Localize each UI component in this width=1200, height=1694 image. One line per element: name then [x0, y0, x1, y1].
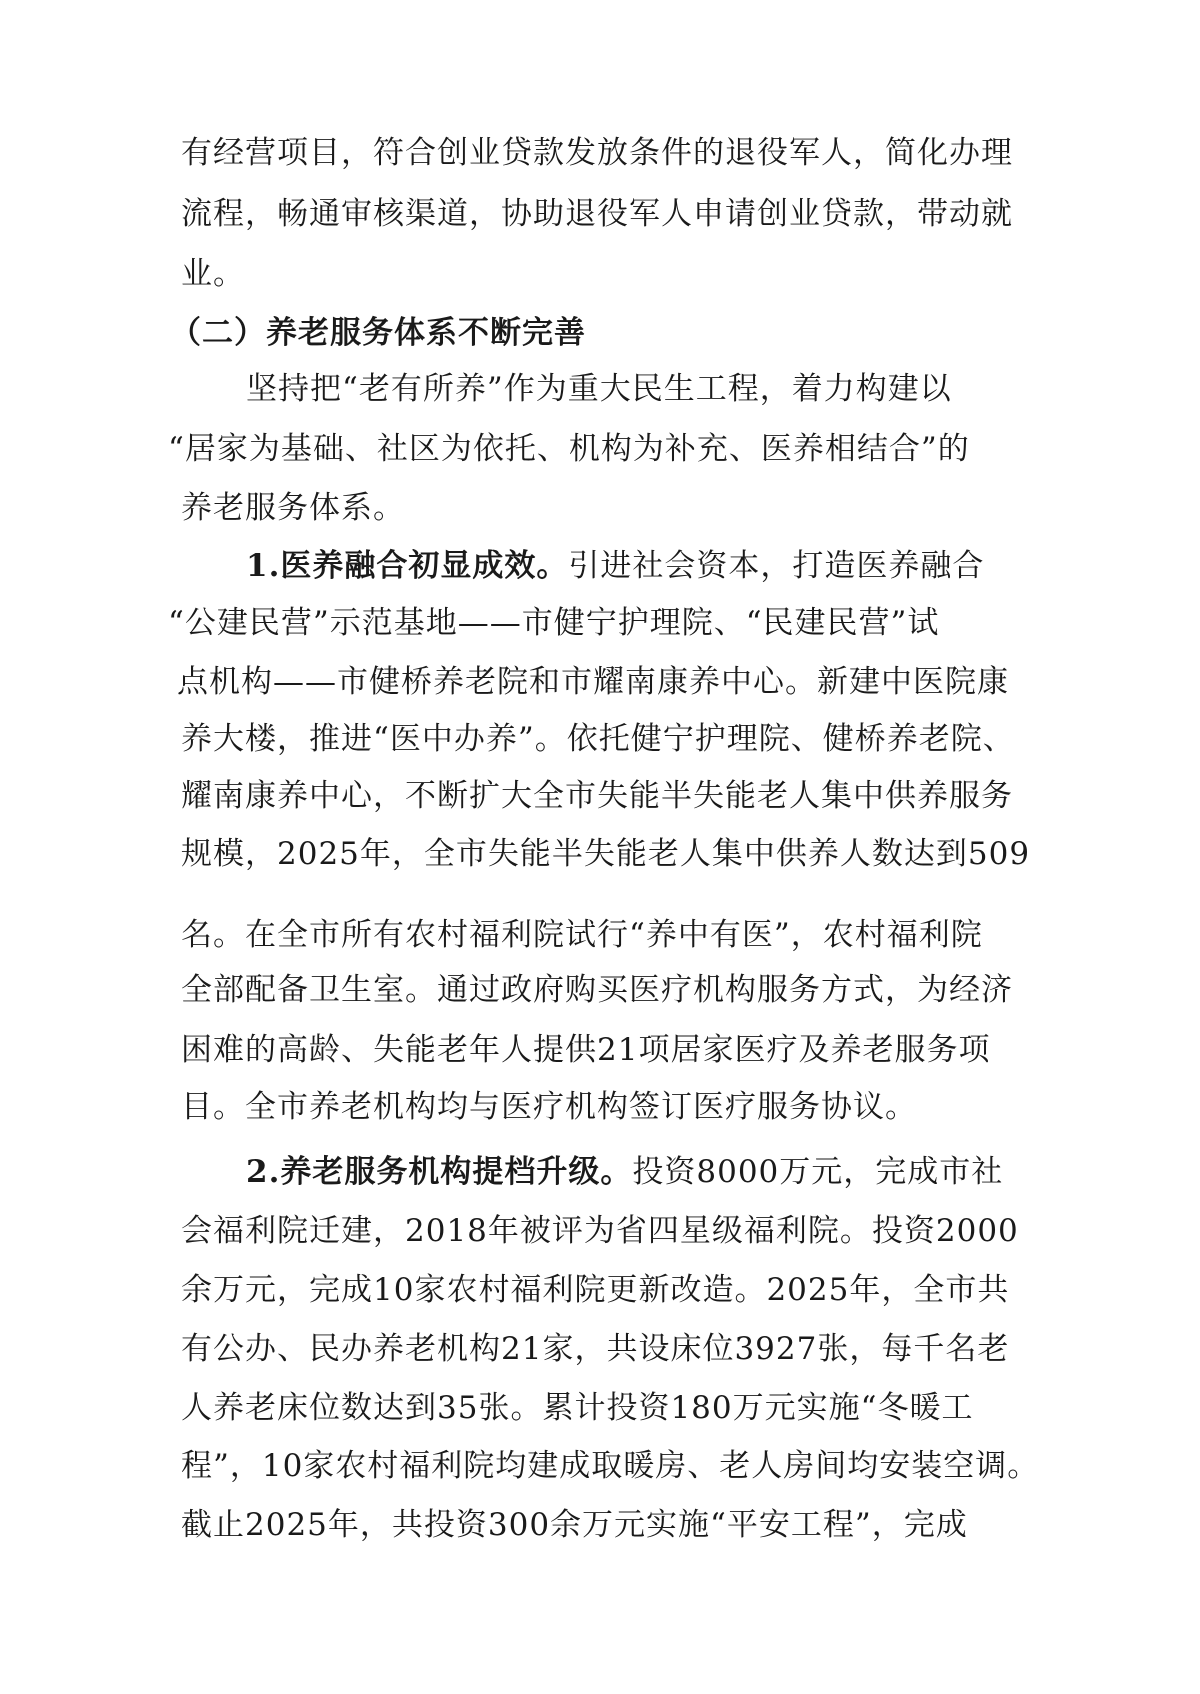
text-line: 点机构——市健桥养老院和市耀南康养中心。新建中医院康 [177, 664, 1009, 700]
subsection-heading: 1.医养融合初显成效。 [246, 548, 569, 584]
text-line: 会福利院迁建，2018年被评为省四星级福利院。投资2000 [181, 1213, 1019, 1249]
text-line: 养老服务体系。 [181, 490, 405, 526]
text-line: 截止2025年，共投资300余万元实施“平安工程”，完成 [181, 1507, 968, 1543]
text-segment: 引进社会资本，打造医养融合 [568, 548, 985, 584]
text-line: 养大楼，推进“医中办养”。依托健宁护理院、健桥养老院、 [181, 721, 1015, 757]
text-line: 有公办、民办养老机构21家，共设床位3927张，每千名老 [181, 1331, 1010, 1367]
text-line: 流程，畅通审核渠道，协助退役军人申请创业贷款，带动就 [181, 196, 1013, 232]
text-line: 耀南康养中心，不断扩大全市失能半失能老人集中供养服务 [181, 778, 1013, 814]
text-line: 有经营项目，符合创业贷款发放条件的退役军人，简化办理 [181, 135, 1013, 171]
section-heading: （二）养老服务体系不断完善 [170, 315, 586, 351]
subsection-line [246, 1152, 1003, 1192]
text-line: 程”，10家农村福利院均建成取暖房、老人房间均安装空调。 [181, 1448, 1040, 1484]
text-line: 名。在全市所有农村福利院试行“养中有医”，农村福利院 [181, 917, 983, 953]
text-line: 余万元，完成10家农村福利院更新改造。2025年，全市共 [181, 1272, 1010, 1308]
text-line: 人养老床位数达到35张。累计投资180万元实施“冬暖工 [181, 1390, 974, 1426]
text-line: 业。 [181, 256, 245, 292]
text-segment: 投资8000万元，完成市社 [632, 1154, 1004, 1190]
text-line: 规模，2025年，全市失能半失能老人集中供养人数达到509 [181, 836, 1031, 872]
text-line: “公建民营”示范基地——市健宁护理院、“民建民营”试 [168, 605, 940, 641]
text-line: 困难的高龄、失能老年人提供21项居家医疗及养老服务项 [181, 1032, 991, 1068]
text-line: 坚持把“老有所养”作为重大民生工程，着力构建以 [246, 371, 952, 407]
text-line: 全部配备卫生室。通过政府购买医疗机构服务方式，为经济 [181, 972, 1013, 1008]
text-line: 目。全市养老机构均与医疗机构签订医疗服务协议。 [181, 1089, 917, 1125]
subsection-line [246, 546, 984, 586]
subsection-heading: 2.养老服务机构提档升级。 [246, 1154, 633, 1190]
text-line: “居家为基础、社区为依托、机构为补充、医养相结合”的 [168, 431, 970, 467]
